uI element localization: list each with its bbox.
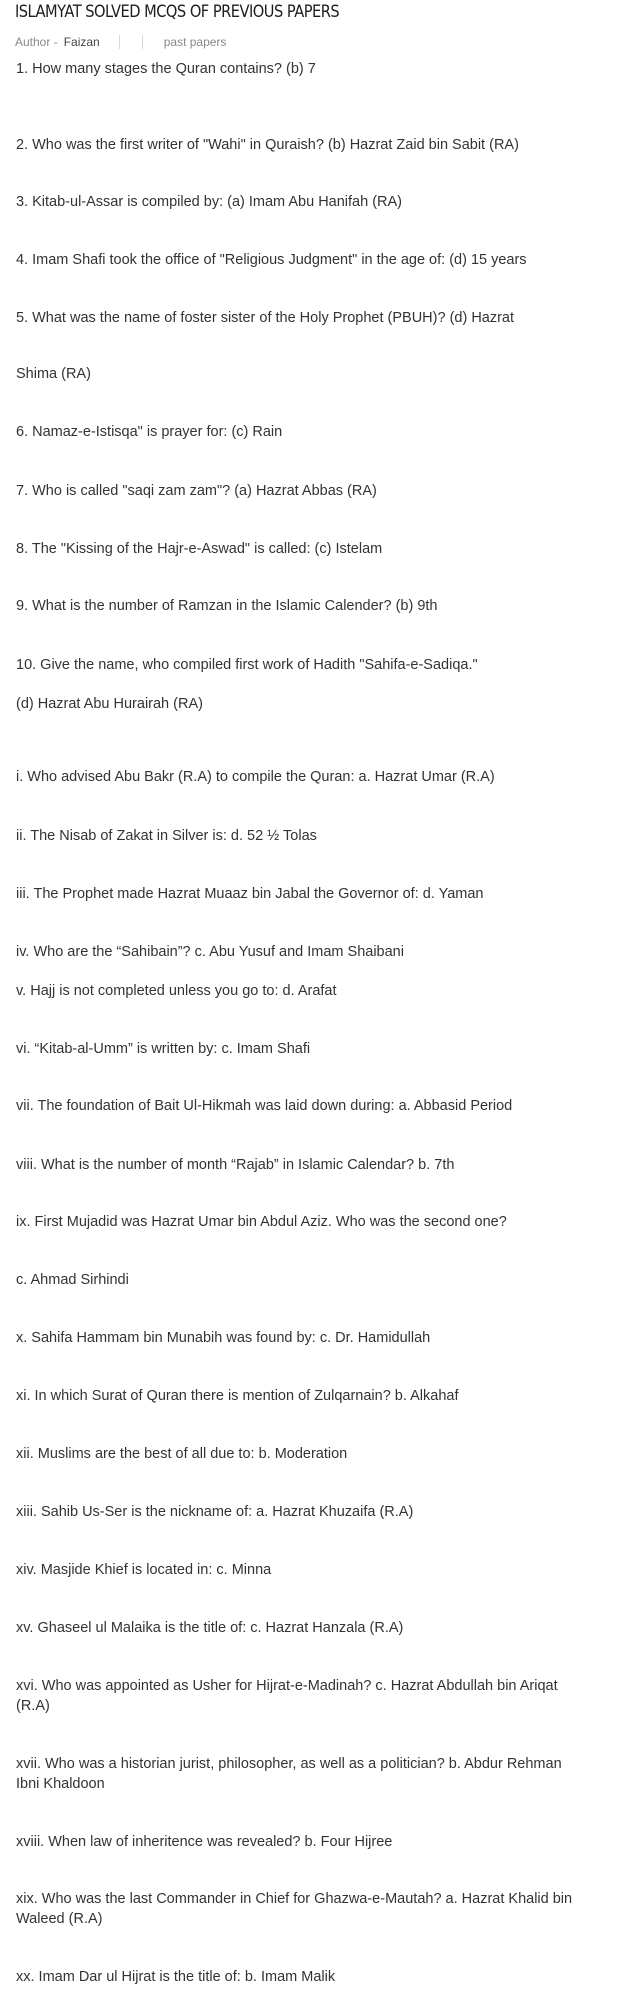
mcq-item: xvii. Who was a historian jurist, philosopher, as well as a politician? b. Abdur Rehman Ibni Khaldoon [16,1756,562,1792]
mcq-item: c. Ahmad Sirhindi [16,1272,129,1288]
mcq-item: 10. Give the name, who compiled first work of Hadith "Sahifa-e-Sadiqa." [16,657,478,673]
mcq-item: xv. Ghaseel ul Malaika is the title of: c. Hazrat Hanzala (R.A) [16,1620,404,1636]
mcq-item: iii. The Prophet made Hazrat Muaaz bin Jabal the Governor of: d. Yaman [16,886,484,902]
mcq-item: vii. The foundation of Bait Ul-Hikmah was laid down during: a. Abbasid Period [16,1098,513,1114]
mcq-item: 6. Namaz-e-Istisqa" is prayer for: (c) Rain [16,424,283,440]
post-title: ISLAMYAT SOLVED MCQS OF PREVIOUS PAPERS [15,2,340,22]
mcq-item: xiii. Sahib Us-Ser is the nickname of: a. Hazrat Khuzaifa (R.A) [16,1504,414,1520]
mcq-item: ii. The Nisab of Zakat in Silver is: d. 52 ½ Tolas [16,828,317,844]
author-label: Author - [15,35,58,49]
mcq-item: ix. First Mujadid was Hazrat Umar bin Abdul Aziz. Who was the second one? [16,1214,507,1230]
mcq-item: xi. In which Surat of Quran there is mention of Zulqarnain? b. Alkahaf [16,1388,459,1404]
mcq-item: viii. What is the number of month “Rajab” in Islamic Calendar? b. 7th [16,1157,455,1173]
mcq-item: Shima (RA) [16,366,91,382]
mcq-item: 5. What was the name of foster sister of the Holy Prophet (PBUH)? (d) Hazrat [16,310,515,326]
mcq-item: 4. Imam Shafi took the office of "Religious Judgment" in the age of: (d) 15 years [16,252,527,268]
mcq-item: 3. Kitab-ul-Assar is compiled by: (a) Imam Abu Hanifah (RA) [16,194,402,210]
mcq-item: iv. Who are the “Sahibain”? c. Abu Yusuf and Imam Shaibani [16,944,404,960]
meta-divider [119,35,120,49]
mcq-item: 8. The "Kissing of the Hajr-e-Aswad" is called: (c) Istelam [16,541,383,557]
author-name-link[interactable]: Faizan [63,35,100,49]
mcq-item: xviii. When law of inheritence was revealed? b. Four Hijree [16,1834,393,1850]
mcq-item: (d) Hazrat Abu Hurairah (RA) [16,696,203,712]
mcq-item: i. Who advised Abu Bakr (R.A) to compile the Quran: a. Hazrat Umar (R.A) [16,769,495,785]
mcq-item: 1. How many stages the Quran contains? (b) 7 [16,61,316,77]
category-link[interactable]: past papers [163,35,227,49]
mcq-item: 9. What is the number of Ramzan in the Islamic Calender? (b) 9th [16,598,438,614]
mcq-item: v. Hajj is not completed unless you go to: d. Arafat [16,983,337,999]
meta-divider [142,35,143,49]
mcq-item: xix. Who was the last Commander in Chief for Ghazwa-e-Mautah? a. Hazrat Khalid bin Waleed (R.A) [16,1891,573,1927]
mcq-item: xvi. Who was appointed as Usher for Hijrat-e-Madinah? c. Hazrat Abdullah bin Ariqat (R.A) [16,1678,558,1714]
mcq-item: xx. Imam Dar ul Hijrat is the title of: b. Imam Malik [16,1969,336,1985]
post-meta [15,33,226,51]
mcq-item: xiv. Masjide Khief is located in: c. Minna [16,1562,272,1578]
mcq-item: 7. Who is called "saqi zam zam"? (a) Hazrat Abbas (RA) [16,483,377,499]
mcq-item: x. Sahifa Hammam bin Munabih was found by: c. Dr. Hamidullah [16,1330,431,1346]
mcq-item: xii. Muslims are the best of all due to: b. Moderation [16,1446,348,1462]
mcq-item: 2. Who was the first writer of "Wahi" in Quraish? (b) Hazrat Zaid bin Sabit (RA) [16,137,519,153]
mcq-item: vi. “Kitab-al-Umm” is written by: c. Imam Shafi [16,1041,311,1057]
